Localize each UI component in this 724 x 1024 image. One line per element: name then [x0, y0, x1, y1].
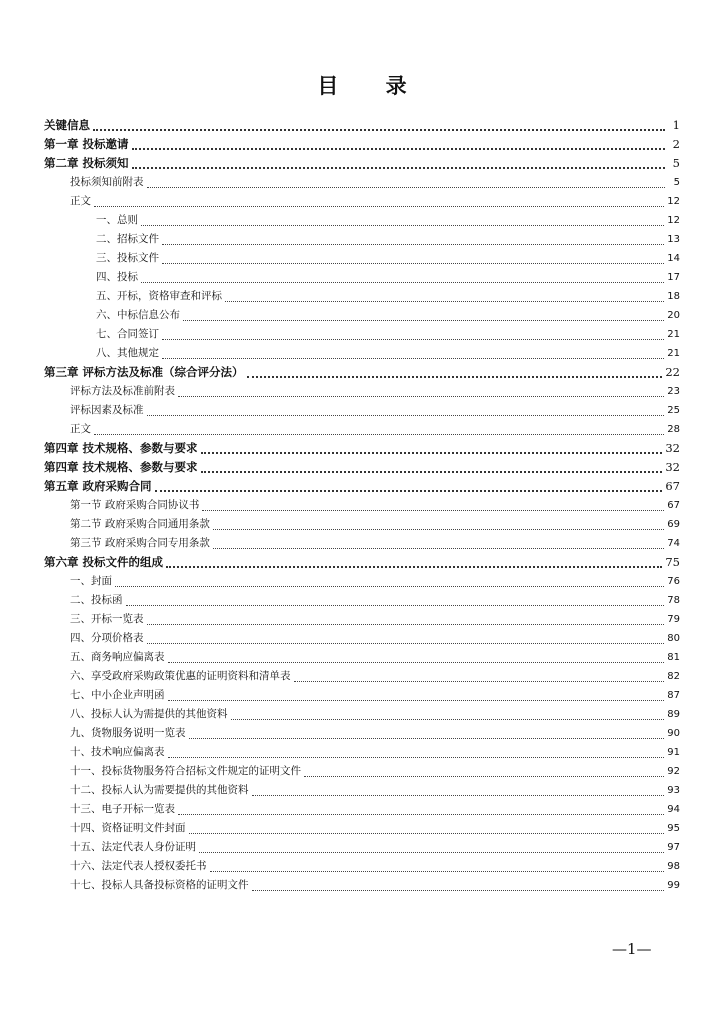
toc-entry[interactable]	[44, 248, 680, 267]
toc-entry[interactable]	[44, 685, 680, 704]
toc-entry-page: 14	[667, 253, 680, 264]
toc-entry[interactable]	[44, 495, 680, 514]
toc-entry-page: 1	[672, 118, 680, 132]
toc-entry-label: 第三章 评标方法及标准（综合评分法）	[44, 365, 244, 379]
toc-entry-label: 第四章 技术规格、参数与要求	[44, 460, 198, 474]
toc-entry[interactable]	[44, 229, 680, 248]
toc-entry-label: 一、封面	[70, 575, 112, 587]
toc-dot-leader	[168, 656, 665, 663]
toc-dot-leader	[168, 694, 665, 701]
toc-entry-page: 81	[667, 652, 680, 663]
toc-dot-leader	[141, 219, 664, 226]
toc-dot-leader	[155, 483, 663, 492]
toc-entry[interactable]	[44, 856, 680, 875]
toc-dot-leader	[202, 504, 664, 511]
toc-dot-leader	[162, 257, 664, 264]
toc-entry-page: 23	[667, 386, 680, 397]
toc-dot-leader	[94, 200, 664, 207]
toc-dot-leader	[213, 523, 664, 530]
toc-entry[interactable]	[44, 172, 680, 191]
toc-dot-leader	[225, 295, 664, 302]
toc-entry[interactable]	[44, 286, 680, 305]
toc-entry-page: 17	[667, 272, 680, 283]
toc-entry-label: 一、总则	[96, 214, 138, 226]
toc-entry-page: 90	[667, 728, 680, 739]
toc-entry-label: 评标方法及标准前附表	[70, 385, 175, 397]
toc-entry-page: 20	[667, 310, 680, 321]
toc-entry-label: 投标须知前附表	[70, 176, 144, 188]
toc-entry-page: 12	[667, 196, 680, 207]
toc-dot-leader	[213, 542, 664, 549]
toc-dot-leader	[178, 808, 664, 815]
toc-entry-label: 四、分项价格表	[70, 632, 144, 644]
toc-entry[interactable]	[44, 533, 680, 552]
toc-entry-label: 二、招标文件	[96, 233, 159, 245]
toc-entry-page: 99	[667, 880, 680, 891]
toc-entry[interactable]	[44, 590, 680, 609]
toc-entry[interactable]	[44, 552, 680, 571]
toc-entry-label: 七、合同签订	[96, 328, 159, 340]
toc-entry-page: 5	[673, 177, 680, 188]
toc-entry[interactable]	[44, 723, 680, 742]
toc-entry-page: 12	[667, 215, 680, 226]
toc-entry[interactable]	[44, 210, 680, 229]
page-number: —1—	[612, 940, 652, 958]
toc-entry[interactable]	[44, 362, 680, 381]
toc-entry[interactable]	[44, 704, 680, 723]
toc-entry[interactable]	[44, 191, 680, 210]
toc-entry-page: 2	[672, 137, 680, 151]
toc-entry-page: 89	[667, 709, 680, 720]
toc-entry[interactable]	[44, 115, 680, 134]
toc-entry-label: 第一节 政府采购合同协议书	[70, 499, 200, 511]
toc-entry-label: 三、开标一览表	[70, 613, 144, 625]
toc-entry-label: 七、中小企业声明函	[70, 689, 165, 701]
toc-dot-leader	[189, 732, 665, 739]
toc-dot-leader	[304, 770, 664, 777]
toc-entry-label: 九、货物服务说明一览表	[70, 727, 186, 739]
toc-entry-label: 十三、电子开标一览表	[70, 803, 175, 815]
toc-dot-leader	[147, 618, 665, 625]
toc-entry[interactable]	[44, 267, 680, 286]
toc-dot-leader	[201, 464, 663, 473]
toc-dot-leader	[162, 238, 664, 245]
toc-entry-label: 第二章 投标须知	[44, 156, 129, 170]
toc-entry[interactable]	[44, 153, 680, 172]
toc-entry[interactable]	[44, 305, 680, 324]
toc-entry-page: 76	[667, 576, 680, 587]
toc-dot-leader	[132, 160, 665, 169]
toc-entry-label: 正文	[70, 423, 91, 435]
toc-entry[interactable]	[44, 799, 680, 818]
toc-entry-page: 67	[667, 500, 680, 511]
toc-entry-page: 94	[667, 804, 680, 815]
toc-entry[interactable]	[44, 609, 680, 628]
toc-entry-label: 三、投标文件	[96, 252, 159, 264]
toc-entry[interactable]	[44, 381, 680, 400]
toc-dot-leader	[115, 580, 664, 587]
toc-entry-page: 93	[667, 785, 680, 796]
toc-entry[interactable]	[44, 780, 680, 799]
toc-entry-label: 四、投标	[96, 271, 138, 283]
toc-entry-label: 六、中标信息公布	[96, 309, 180, 321]
toc-entry-label: 第六章 投标文件的组成	[44, 555, 164, 569]
toc-entry-page: 82	[667, 671, 680, 682]
toc-entry-page: 22	[665, 365, 680, 379]
toc-dot-leader	[147, 181, 666, 188]
toc-entry-label: 十二、投标人认为需要提供的其他资料	[70, 784, 249, 796]
toc-entry-page: 13	[667, 234, 680, 245]
toc-entry-label: 第三节 政府采购合同专用条款	[70, 537, 210, 549]
toc-entry-label: 八、其他规定	[96, 347, 159, 359]
toc-entry-page: 21	[667, 329, 680, 340]
toc-dot-leader	[141, 276, 664, 283]
toc-dot-leader	[162, 333, 664, 340]
toc-entry-label: 十五、法定代表人身份证明	[70, 841, 196, 853]
toc-entry[interactable]	[44, 875, 680, 894]
toc-entry[interactable]	[44, 818, 680, 837]
toc-entry[interactable]	[44, 837, 680, 856]
toc-dot-leader	[252, 789, 665, 796]
toc-dot-leader	[178, 390, 664, 397]
toc-entry-page: 32	[665, 460, 680, 474]
toc-entry[interactable]	[44, 647, 680, 666]
toc-dot-leader	[147, 637, 665, 644]
toc-dot-leader	[210, 865, 665, 872]
toc-entry[interactable]	[44, 134, 680, 153]
toc-entry-label: 五、开标，资格审查和评标	[96, 290, 222, 302]
toc-dot-leader	[94, 428, 664, 435]
toc-dot-leader	[93, 122, 665, 131]
toc-entry[interactable]	[44, 742, 680, 761]
toc-entry-page: 67	[665, 479, 680, 493]
toc-dot-leader	[183, 314, 664, 321]
toc-dot-leader	[247, 369, 663, 378]
toc-dot-leader	[294, 675, 665, 682]
toc-entry[interactable]	[44, 476, 680, 495]
toc-entry-label: 关键信息	[44, 118, 90, 132]
toc-entry-page: 80	[667, 633, 680, 644]
toc-dot-leader	[231, 713, 665, 720]
toc-entry-page: 69	[667, 519, 680, 530]
toc-entry[interactable]	[44, 324, 680, 343]
toc-entry-label: 十、技术响应偏离表	[70, 746, 165, 758]
toc-entry[interactable]	[44, 514, 680, 533]
toc-entry-page: 5	[672, 156, 680, 170]
toc-dot-leader	[126, 599, 665, 606]
table-of-contents	[44, 115, 680, 894]
toc-dot-leader	[252, 884, 665, 891]
toc-entry[interactable]	[44, 343, 680, 362]
toc-entry-label: 第五章 政府采购合同	[44, 479, 152, 493]
toc-entry-page: 97	[667, 842, 680, 853]
toc-entry-page: 87	[667, 690, 680, 701]
toc-entry-page: 21	[667, 348, 680, 359]
toc-dot-leader	[199, 846, 664, 853]
page-title: 目 录	[317, 73, 427, 98]
toc-dot-leader	[166, 559, 662, 568]
toc-entry[interactable]	[44, 666, 680, 685]
toc-entry[interactable]	[44, 419, 680, 438]
toc-entry-label: 评标因素及标准	[70, 404, 144, 416]
toc-entry-label: 第四章 技术规格、参数与要求	[44, 441, 198, 455]
toc-entry-label: 十一、投标货物服务符合招标文件规定的证明文件	[70, 765, 301, 777]
toc-entry-page: 18	[667, 291, 680, 302]
toc-entry-label: 八、投标人认为需提供的其他资料	[70, 708, 228, 720]
toc-entry[interactable]	[44, 438, 680, 457]
toc-entry[interactable]	[44, 761, 680, 780]
toc-entry-page: 25	[667, 405, 680, 416]
toc-dot-leader	[132, 141, 665, 150]
toc-entry-page: 79	[667, 614, 680, 625]
toc-dot-leader	[201, 445, 663, 454]
toc-entry-label: 十七、投标人具备投标资格的证明文件	[70, 879, 249, 891]
toc-entry-label: 十六、法定代表人授权委托书	[70, 860, 207, 872]
toc-entry-page: 78	[667, 595, 680, 606]
toc-entry-label: 第一章 投标邀请	[44, 137, 129, 151]
toc-dot-leader	[147, 409, 665, 416]
toc-entry-label: 第二节 政府采购合同通用条款	[70, 518, 210, 530]
toc-entry-page: 98	[667, 861, 680, 872]
toc-entry-label: 五、商务响应偏离表	[70, 651, 165, 663]
toc-entry[interactable]	[44, 628, 680, 647]
toc-entry-label: 正文	[70, 195, 91, 207]
toc-dot-leader	[189, 827, 665, 834]
toc-entry-page: 91	[667, 747, 680, 758]
toc-entry-label: 六、享受政府采购政策优惠的证明资料和清单表	[70, 670, 291, 682]
toc-entry[interactable]	[44, 457, 680, 476]
toc-dot-leader	[162, 352, 664, 359]
toc-entry-page: 28	[667, 424, 680, 435]
toc-entry[interactable]	[44, 400, 680, 419]
toc-entry-label: 十四、资格证明文件封面	[70, 822, 186, 834]
toc-entry-page: 74	[667, 538, 680, 549]
toc-entry-page: 75	[665, 555, 680, 569]
toc-entry[interactable]	[44, 571, 680, 590]
toc-entry-page: 32	[665, 441, 680, 455]
toc-entry-label: 二、投标函	[70, 594, 123, 606]
toc-entry-page: 95	[667, 823, 680, 834]
toc-dot-leader	[168, 751, 665, 758]
toc-entry-page: 92	[667, 766, 680, 777]
